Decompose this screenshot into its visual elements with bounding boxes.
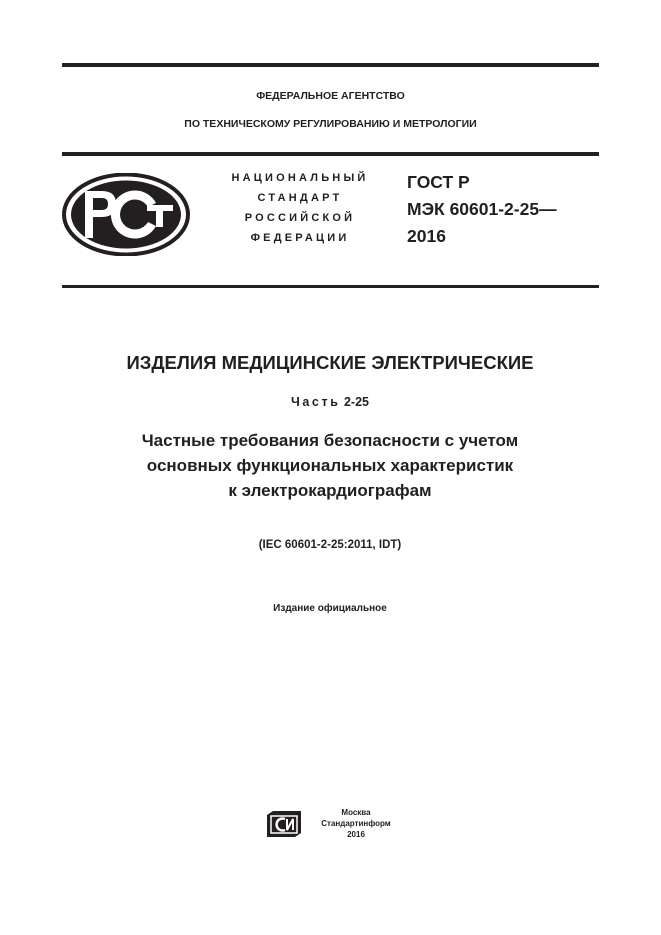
part-number [40, 395, 620, 409]
national-line-1: НАЦИОНАЛЬНЫЙ [231, 172, 369, 184]
publisher-city: Москва [341, 808, 371, 817]
subtitle-line-3: к электрокардиографам [228, 481, 432, 500]
subtitle-line-2: основных функциональных характеристик [146, 456, 514, 475]
top-rule [62, 63, 599, 67]
agency-line-1: ФЕДЕРАЛЬНОЕ АГЕНТСТВО [256, 90, 405, 102]
rst-emblem [62, 173, 190, 256]
middle-rule [62, 285, 599, 288]
national-line-3: РОССИЙСКОЙ [244, 212, 356, 224]
document-title: ИЗДЕЛИЯ МЕДИЦИНСКИЕ ЭЛЕКТРИЧЕСКИЕ [126, 352, 534, 373]
standartinform-logo [265, 809, 303, 839]
publisher-year: 2016 [347, 830, 365, 839]
agency-line-2: ПО ТЕХНИЧЕСКОМУ РЕГУЛИРОВАНИЮ И МЕТРОЛОГИИ [184, 118, 477, 130]
part-label: Часть [290, 395, 341, 409]
iec-reference: (IEC 60601-2-25:2011, IDT) [258, 539, 402, 551]
gost-line-3: 2016 [407, 226, 446, 246]
part-value: 2-25 [343, 395, 369, 409]
national-line-2: СТАНДАРТ [257, 192, 343, 204]
edition-note: Издание официальное [273, 603, 387, 614]
national-line-4: ФЕДЕРАЦИИ [250, 232, 350, 244]
header-rule [62, 152, 599, 156]
publisher-name: Стандартинформ [321, 819, 391, 828]
subtitle-line-1: Частные требования безопасности с учетом [141, 431, 519, 450]
gost-line-1: ГОСТ Р [407, 172, 470, 192]
gost-line-2: МЭК 60601-2-25— [407, 199, 557, 219]
